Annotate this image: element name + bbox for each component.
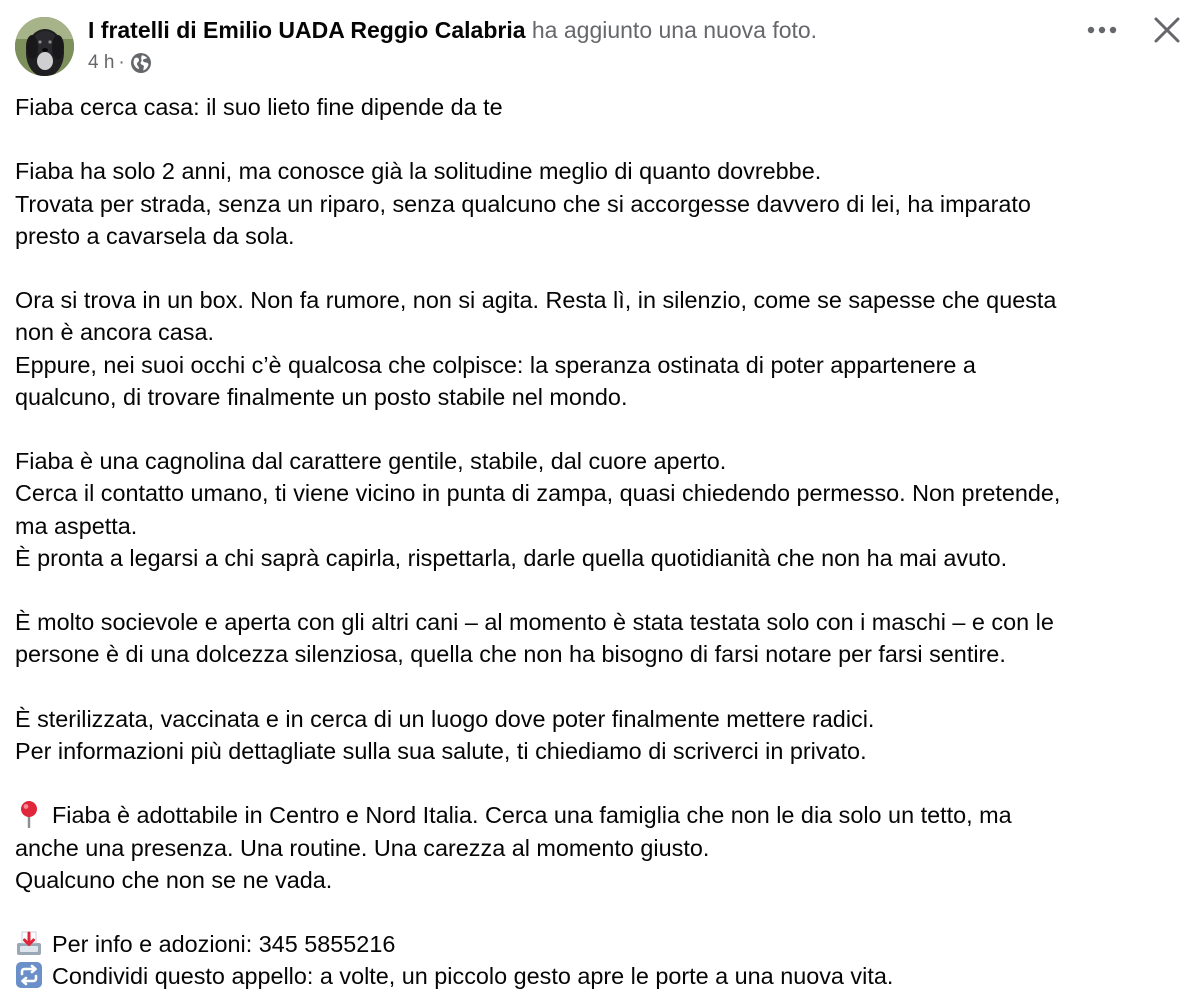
text-line: È molto socievole e aperta con gli altri cani – al momento è stata testata solo con i maschi – e con le xyxy=(15,609,1054,636)
text-line: Fiaba ha solo 2 anni, ma conosce già la solitudine meglio di quanto dovrebbe. xyxy=(15,158,822,185)
text-line: non è ancora casa. xyxy=(15,319,214,346)
text-line: Fiaba è una cagnolina dal carattere gentile, stabile, dal cuore aperto. xyxy=(15,448,727,475)
text-line: È pronta a legarsi a chi saprà capirla, rispettarla, darle quella quotidianità che non ha mai avuto. xyxy=(15,544,1008,571)
text-line: Ora si trova in un box. Non fa rumore, non si agita. Resta lì, in silenzio, come se sapesse che questa xyxy=(15,287,1057,314)
inbox-tray-icon xyxy=(15,929,43,957)
text-line: Cerca il contatto umano, ti viene vicino in punta di zampa, quasi chiedendo permesso. Non pretende, xyxy=(15,480,1061,507)
text-line: Per informazioni più dettagliate sulla sua salute, ti chiediamo di scriverci in privato. xyxy=(15,737,867,764)
more-dots-icon xyxy=(1087,26,1117,34)
pushpin-icon xyxy=(15,800,43,828)
dog-photo-icon xyxy=(15,17,74,76)
text-line xyxy=(15,799,1177,831)
page-name-link[interactable]: I fratelli di Emilio UADA Reggio Calabria xyxy=(88,17,526,43)
location-text-line-1: Fiaba è adottabile in Centro e Nord Italia. Cerca una famiglia che non le dia solo un tetto, ma xyxy=(52,802,1012,829)
post-paragraph-shelter xyxy=(15,284,1177,413)
text-line: Qualcuno che non se ne vada. xyxy=(15,866,333,893)
post-timestamp[interactable]: 4 h xyxy=(88,52,115,73)
text-line: presto a cavarsela da sola. xyxy=(15,222,295,249)
globe-icon[interactable] xyxy=(130,52,152,74)
meta-separator: · xyxy=(118,52,125,73)
contact-line xyxy=(15,928,1177,960)
post-paragraph-contacts xyxy=(15,928,1177,992)
post-paragraph-title xyxy=(15,91,1177,123)
post-text xyxy=(15,91,1177,993)
contact-text: Per info e adozioni: 345 5855216 xyxy=(52,931,396,958)
close-icon xyxy=(1153,16,1181,44)
post-title-line xyxy=(88,15,817,45)
text-line: anche una presenza. Una routine. Una carezza al momento giusto. xyxy=(15,834,710,861)
text-line: ma aspetta. xyxy=(15,512,138,539)
post-paragraph-health xyxy=(15,703,1177,767)
repeat-arrows-icon xyxy=(15,961,43,989)
post-meta xyxy=(88,49,152,77)
share-line xyxy=(15,960,1177,992)
post-paragraph-history xyxy=(15,155,1177,252)
post-header xyxy=(0,0,1182,90)
text-line: È sterilizzata, vaccinata e in cerca di un luogo dove poter finalmente mettere radici. xyxy=(15,705,875,732)
post-action-text: ha aggiunto una nuova foto. xyxy=(531,17,818,43)
text-line: Trovata per strada, senza un riparo, senza qualcuno che si accorgesse davvero di lei, ha imparato xyxy=(15,190,1031,217)
text-line: persone è di una dolcezza silenziosa, quella che non ha bisogno di farsi notare per farsi sentire. xyxy=(15,641,1006,668)
post-paragraph-location xyxy=(15,799,1177,896)
share-text: Condividi questo appello: a volte, un piccolo gesto apre le porte a una nuova vita. xyxy=(52,963,894,990)
post-paragraph-sociability xyxy=(15,606,1177,670)
close-button[interactable] xyxy=(1147,10,1182,50)
text-line: Eppure, nei suoi occhi c’è qualcosa che colpisce: la speranza ostinata di poter appartenere a xyxy=(15,351,976,378)
text-line: qualcuno, di trovare finalmente un posto stabile nel mondo. xyxy=(15,383,628,410)
more-options-button[interactable] xyxy=(1080,14,1124,46)
text-line: Fiaba cerca casa: il suo lieto fine dipende da te xyxy=(15,94,503,120)
post-paragraph-character xyxy=(15,445,1177,574)
avatar[interactable] xyxy=(15,17,74,76)
